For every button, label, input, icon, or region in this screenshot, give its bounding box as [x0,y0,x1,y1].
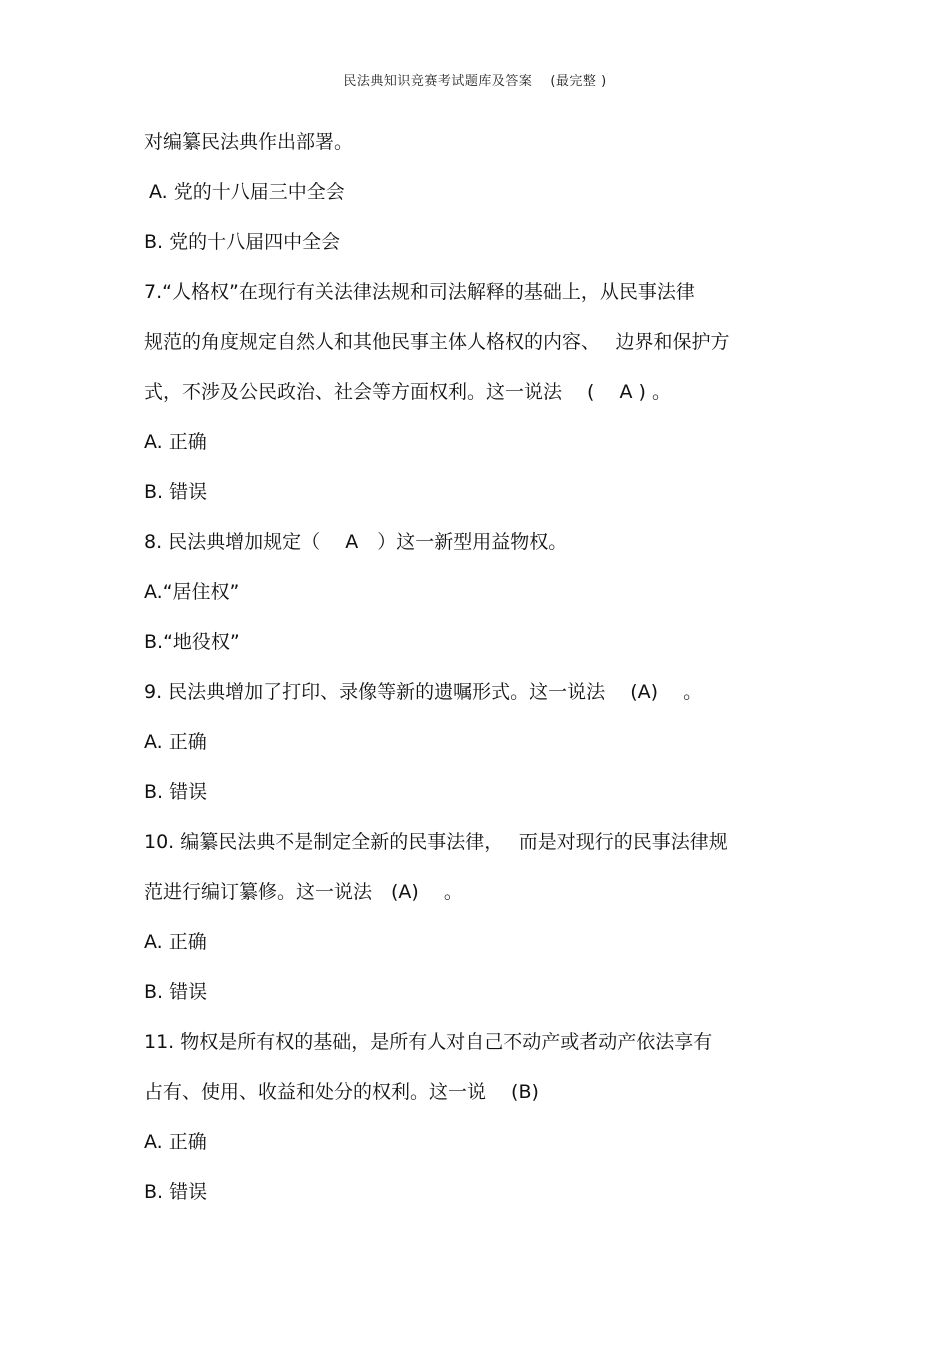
option-line: B. 错误 [144,981,208,1003]
option-line: A. 正确 [144,431,207,453]
option-line: A. 正确 [144,731,207,753]
option-line: A. 党的十八届三中全会 [149,181,345,203]
question-8-line: 8. 民法典增加规定（ A ）这一新型用益物权。 [144,531,568,553]
question-7-line: 规范的角度规定自然人和其他民事主体人格权的内容、 边界和保护方 [144,331,730,353]
option-line: A.“居住权” [144,581,240,603]
option-line: B. 错误 [144,781,208,803]
option-line: A. 正确 [144,931,207,953]
question-7-line: 式，不涉及公民政治、社会等方面权利。这一说法 ( A ) 。 [144,381,671,403]
header-title: 民法典知识竞赛考试题库及答案 [343,74,533,89]
question-7-line: 7.“人格权”在现行有关法律法规和司法解释的基础上，从民事法律 [144,281,695,303]
question-11-line: 11. 物权是所有权的基础，是所有人对自己不动产或者动产依法享有 [144,1031,713,1053]
option-line: A. 正确 [144,1131,207,1153]
document-body [144,117,814,1217]
question-10-line: 范进行编订纂修。这一说法 (A) 。 [144,881,463,903]
question-10-line: 10. 编纂民法典不是制定全新的民事法律， 而是对现行的民事法律规 [144,831,728,853]
option-line: B.“地役权” [144,631,240,653]
question-11-line: 占有、使用、收益和处分的权利。这一说 (B) [144,1081,539,1103]
option-line: B. 错误 [144,1181,208,1203]
option-line: B. 错误 [144,481,208,503]
header-note: (最完整 ) [550,74,607,89]
text-line: 对编纂民法典作出部署。 [144,131,354,153]
page-header [0,70,950,89]
question-9-line: 9. 民法典增加了打印、录像等新的遗嘱形式。这一说法 (A) 。 [144,681,703,703]
option-line: B. 党的十八届四中全会 [144,231,341,253]
